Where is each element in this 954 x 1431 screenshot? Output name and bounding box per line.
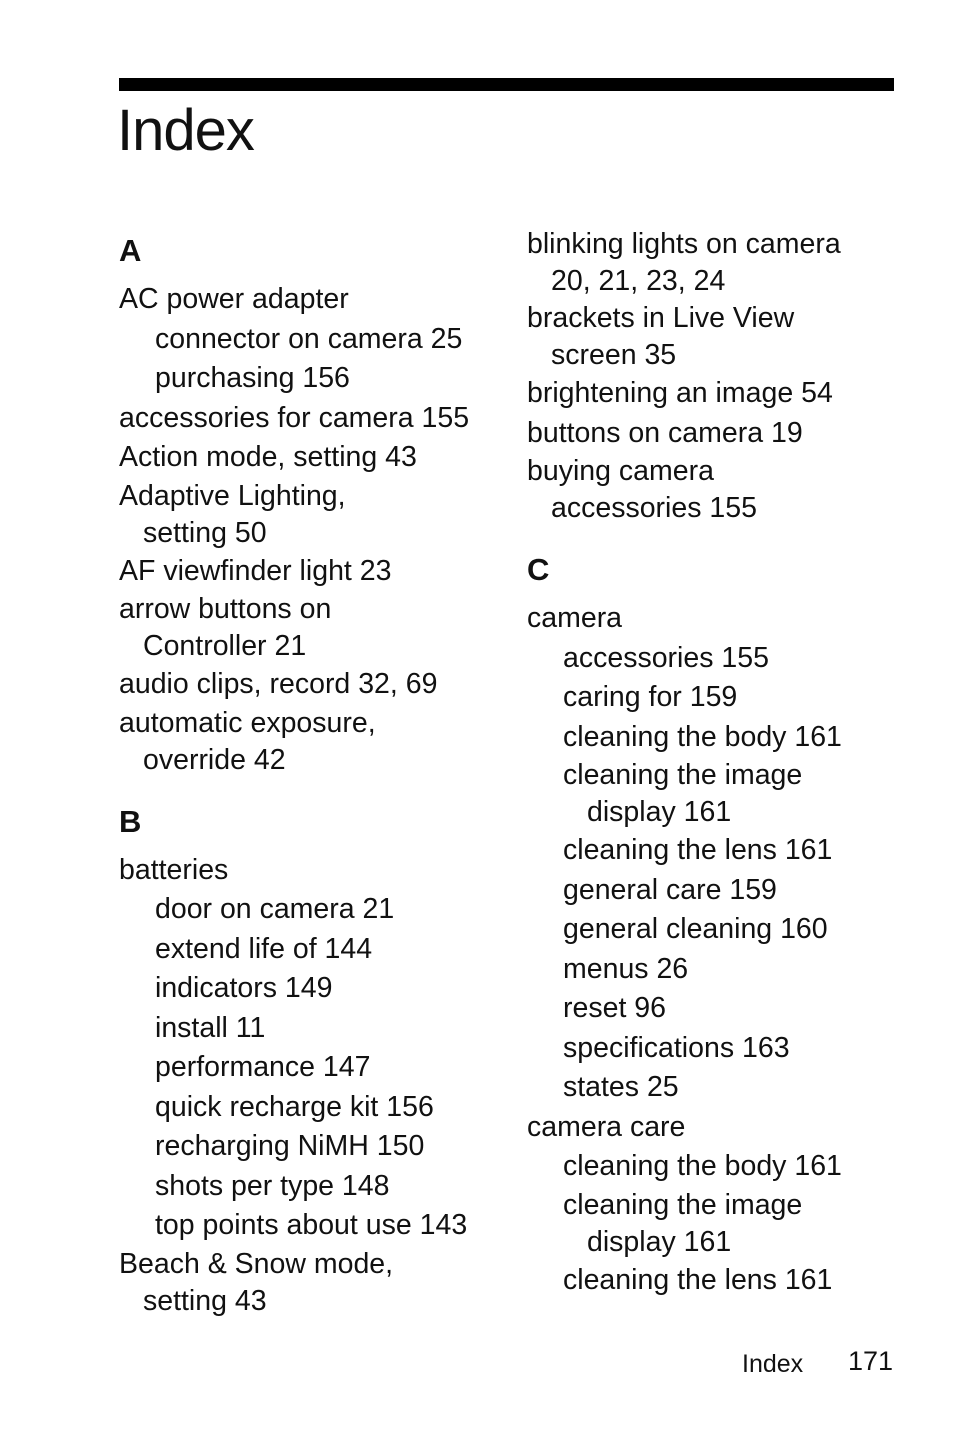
index-entry-continuation: display 161 (587, 796, 732, 828)
index-subentry (527, 1068, 907, 1108)
index-entry (119, 665, 509, 705)
index-subentry (527, 989, 907, 1029)
index-entry-text: shots per type 148 (155, 1169, 390, 1202)
index-entry (527, 599, 907, 639)
index-entry (119, 399, 509, 439)
index-entry (119, 280, 509, 320)
index-letter-heading: C (527, 552, 550, 587)
index-entry (119, 591, 509, 665)
index-subentry (527, 1261, 907, 1301)
index-entry (119, 552, 509, 592)
index-entry-text: quick recharge kit 156 (155, 1090, 434, 1123)
index-entry-text: audio clips, record 32, 69 (119, 668, 438, 700)
index-entry-text: reset 96 (563, 992, 666, 1024)
index-entry-text: general care 159 (563, 873, 777, 906)
index-subentry (119, 1206, 509, 1246)
index-subentry (527, 950, 907, 990)
index-column-right (527, 226, 907, 1300)
footer-section-label: Index (742, 1350, 804, 1378)
index-subentry (527, 678, 907, 718)
index-subentry (527, 871, 907, 911)
index-entry-text: top points about use 143 (155, 1209, 468, 1241)
index-entry-continuation: setting 50 (143, 516, 267, 549)
index-entry (527, 226, 907, 300)
index-entry-text: install 11 (155, 1011, 266, 1044)
index-entry-text: brackets in Live View (527, 302, 795, 334)
header-rule (119, 78, 894, 91)
index-entry-continuation: screen 35 (551, 339, 677, 371)
index-entry-text: automatic exposure, (119, 706, 376, 739)
index-subentry (527, 757, 907, 831)
index-entry-text: specifications 163 (563, 1031, 790, 1064)
index-letter-heading: A (119, 233, 142, 268)
index-subentry (119, 1127, 509, 1167)
index-entry (119, 478, 509, 552)
index-entry (527, 300, 907, 374)
index-entry-continuation: display 161 (587, 1225, 732, 1258)
index-entry (527, 1108, 907, 1148)
index-subentry (119, 1048, 509, 1088)
index-subentry (119, 1167, 509, 1207)
index-entry-text: camera care (527, 1110, 686, 1143)
index-entry-text: cleaning the image (563, 759, 803, 791)
index-entry-text: indicators 149 (155, 972, 333, 1004)
index-subentry (527, 639, 907, 679)
section-gap (119, 779, 509, 797)
section-gap (527, 527, 907, 545)
index-entry-text: AC power adapter (119, 283, 349, 315)
index-entry-text: AF viewfinder light 23 (119, 554, 392, 587)
index-entry-text: performance 147 (155, 1051, 371, 1083)
index-entry-text: buttons on camera 19 (527, 416, 803, 449)
index-subentry (119, 930, 509, 970)
index-entry-text: connector on camera 25 (155, 322, 463, 355)
index-letter-heading: B (119, 803, 142, 839)
index-column-left (119, 226, 509, 1320)
index-entry (527, 453, 907, 527)
index-entry-text: purchasing 156 (155, 362, 350, 394)
index-entry-text: batteries (119, 853, 229, 886)
index-entry-text: extend life of 144 (155, 932, 373, 965)
index-subentry (527, 1187, 907, 1261)
index-entry-text: Beach & Snow mode, (119, 1247, 394, 1280)
index-subentry (119, 1009, 509, 1049)
index-entry-text: door on camera 21 (155, 893, 395, 925)
index-entry-text: cleaning the lens 161 (563, 834, 833, 866)
index-entry-text: Action mode, setting 43 (119, 441, 417, 473)
index-entry-text: cleaning the image (563, 1188, 803, 1221)
index-entry (119, 851, 509, 891)
index-entry-text: cleaning the body 161 (563, 720, 842, 753)
index-subentry (119, 890, 509, 930)
index-entry-continuation: Controller 21 (143, 630, 307, 662)
index-entry (527, 414, 907, 454)
index-subentry (119, 359, 509, 399)
page-number: 171 (848, 1346, 894, 1376)
index-entry-text: buying camera (527, 455, 714, 487)
index-entry-text: arrow buttons on (119, 593, 332, 625)
index-entry-text: blinking lights on camera (527, 228, 841, 260)
index-entry (119, 1246, 509, 1320)
index-entry-continuation: 20, 21, 23, 24 (551, 265, 726, 297)
index-entry-text: Adaptive Lighting, (119, 479, 346, 512)
index-entry-text: brightening an image 54 (527, 377, 833, 409)
index-subentry (527, 910, 907, 950)
index-entry-text: cleaning the lens 161 (563, 1263, 833, 1296)
index-entry-continuation: override 42 (143, 743, 286, 776)
page-title: Index (117, 98, 254, 163)
index-entry (527, 374, 907, 414)
index-entry-text: caring for 159 (563, 681, 738, 713)
index-subentry (527, 1147, 907, 1187)
index-entry-text: camera (527, 602, 623, 634)
index-entry-text: general cleaning 160 (563, 913, 828, 945)
index-entry-text: menus 26 (563, 952, 689, 985)
index-subentry (119, 969, 509, 1009)
index-subentry (527, 718, 907, 758)
index-entry-text: states 25 (563, 1071, 679, 1103)
index-subentry (527, 1029, 907, 1069)
index-entry-text: cleaning the body 161 (563, 1150, 842, 1182)
index-entry (119, 438, 509, 478)
index-subentry (119, 1088, 509, 1128)
index-entry-text: accessories 155 (563, 641, 769, 674)
index-entry-text: accessories for camera 155 (119, 401, 470, 434)
index-entry-continuation: accessories 155 (551, 492, 757, 524)
index-entry-text: recharging NiMH 150 (155, 1130, 425, 1162)
index-subentry (119, 320, 509, 360)
index-subentry (527, 831, 907, 871)
index-entry-continuation: setting 43 (143, 1284, 267, 1317)
index-entry (119, 705, 509, 779)
